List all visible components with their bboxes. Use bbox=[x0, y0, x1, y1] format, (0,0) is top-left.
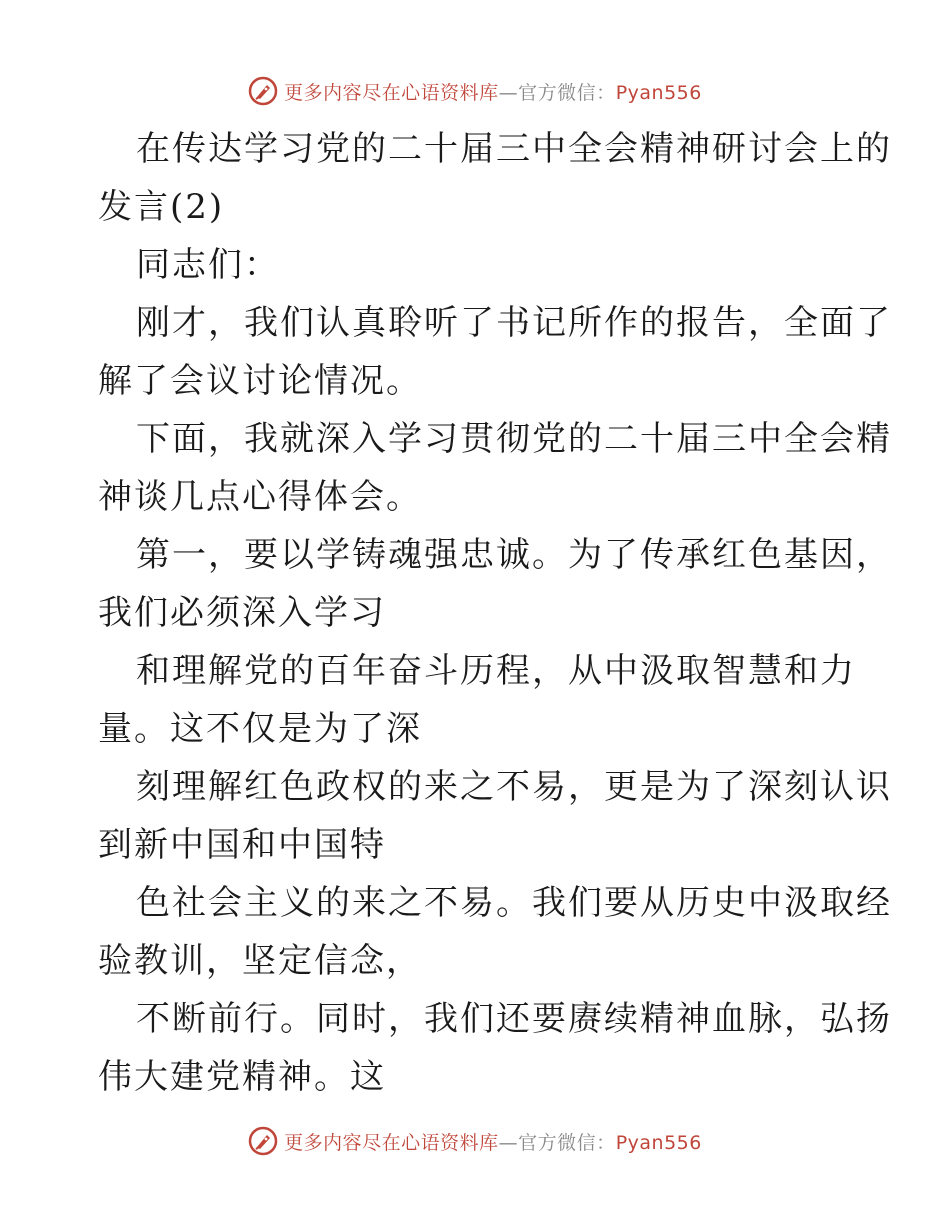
document-line: 不断前行。同时，我们还要赓续精神血脉，弘扬 bbox=[136, 999, 892, 1039]
footer-account-id: Pyan556 bbox=[615, 1131, 702, 1154]
document-line: 伟大建党精神。这 bbox=[98, 1057, 386, 1097]
document-line: 解了会议讨论情况。 bbox=[98, 361, 422, 401]
pen-nib-logo-icon bbox=[248, 76, 278, 106]
document-line: 第一，要以学铸魂强忠诚。为了传承红色基因， bbox=[136, 535, 892, 575]
document-line: 同志们： bbox=[136, 245, 280, 285]
document-line: 刻理解红色政权的来之不易，更是为了深刻认识 bbox=[136, 767, 892, 807]
header-account-id: Pyan556 bbox=[615, 81, 702, 104]
footer-brand-text: 更多内容尽在心语资料库 bbox=[284, 1131, 499, 1154]
header-separator: — bbox=[498, 81, 519, 104]
footer-official-label: 官方微信： bbox=[518, 1131, 616, 1154]
header-banner bbox=[0, 71, 950, 111]
document-line: 量。这不仅是为了深 bbox=[98, 709, 422, 749]
document-line: 在传达学习党的二十届三中全会精神研讨会上的 bbox=[136, 129, 892, 169]
document-line: 神谈几点心得体会。 bbox=[98, 477, 422, 517]
pen-nib-logo-icon bbox=[248, 1126, 278, 1156]
footer-separator: — bbox=[498, 1131, 519, 1154]
document-line: 下面，我就深入学习贯彻党的二十届三中全会精 bbox=[136, 419, 892, 459]
document-line: 我们必须深入学习 bbox=[98, 593, 386, 633]
header-banner-text bbox=[284, 78, 702, 105]
document-line: 和理解党的百年奋斗历程，从中汲取智慧和力 bbox=[136, 651, 856, 691]
footer-banner-text bbox=[284, 1128, 702, 1155]
document-line: 刚才，我们认真聆听了书记所作的报告，全面了 bbox=[136, 303, 892, 343]
header-brand-text: 更多内容尽在心语资料库 bbox=[284, 81, 499, 104]
footer-banner bbox=[0, 1121, 950, 1161]
document-line: 到新中国和中国特 bbox=[98, 825, 386, 865]
document-line: 发言(2) bbox=[98, 187, 225, 227]
document-body bbox=[98, 120, 892, 1106]
document-line: 色社会主义的来之不易。我们要从历史中汲取经 bbox=[136, 883, 892, 923]
header-official-label: 官方微信： bbox=[518, 81, 616, 104]
document-line: 验教训，坚定信念， bbox=[98, 941, 422, 981]
